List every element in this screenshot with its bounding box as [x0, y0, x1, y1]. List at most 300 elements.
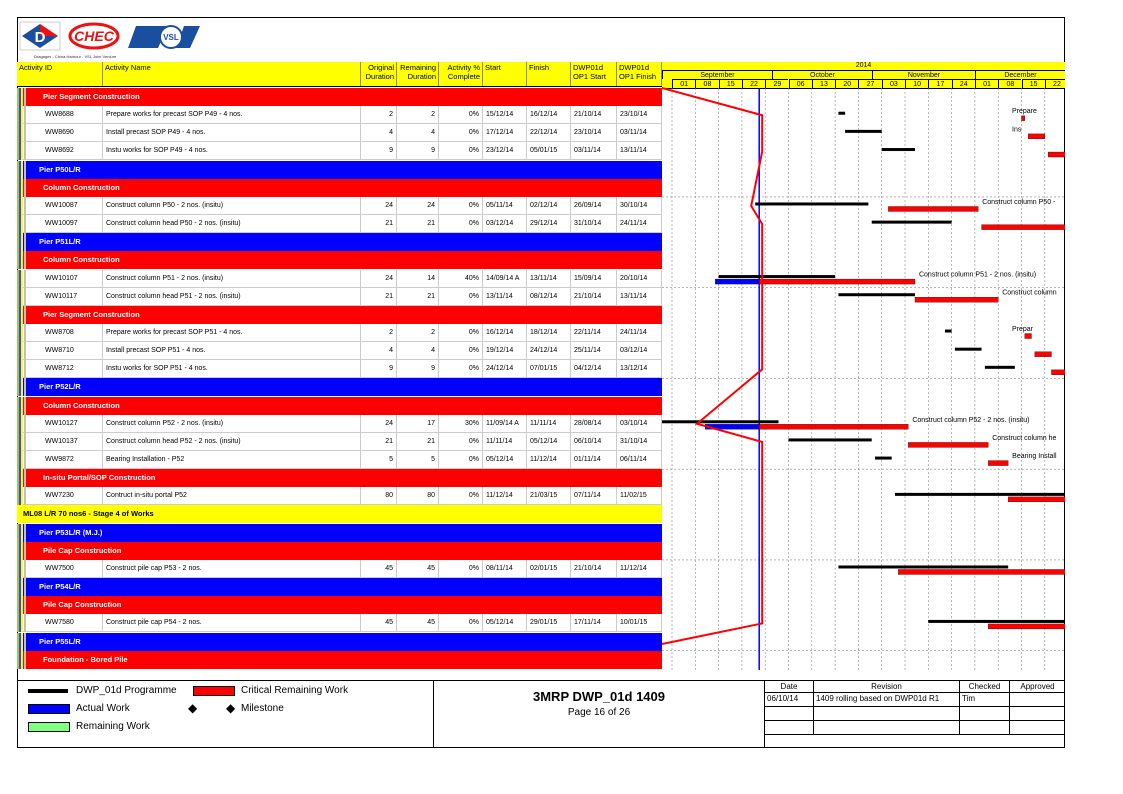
percent-complete-cell: 0%	[439, 451, 483, 469]
timescale-week: 29	[765, 79, 788, 88]
percent-complete-cell: 0%	[439, 342, 483, 360]
percent-complete-cell: 40%	[439, 270, 483, 288]
wbs-indent-bars	[17, 433, 27, 451]
finish-cell: 24/12/14	[527, 342, 571, 360]
table-row[interactable]	[17, 560, 662, 578]
start-cell: 05/11/14	[483, 197, 527, 215]
table-row[interactable]	[17, 142, 662, 160]
remaining-duration-cell: 21	[397, 215, 439, 233]
wbs-indent-bars	[17, 360, 27, 378]
critical-remaining-bar	[1035, 352, 1052, 357]
wbs-band-label: Pile Cap Construction	[43, 545, 122, 555]
critical-remaining-bar	[988, 461, 1008, 466]
original-duration-cell: 24	[361, 197, 397, 215]
legend	[17, 680, 434, 748]
op1-start-cell: 23/10/14	[571, 124, 617, 142]
table-row[interactable]	[17, 614, 662, 632]
start-cell: 23/12/14	[483, 142, 527, 160]
remaining-duration-cell: 21	[397, 288, 439, 306]
op1-finish-cell: 03/12/14	[617, 342, 662, 360]
op1-start-cell: 25/11/14	[571, 342, 617, 360]
finish-cell: 07/01/15	[527, 360, 571, 378]
wbs-band-stage[interactable]	[17, 505, 662, 523]
wbs-indent-bars	[17, 487, 27, 505]
critical-remaining-bar	[1051, 370, 1065, 375]
op1-finish-cell: 24/11/14	[617, 324, 662, 342]
legend-critical-label: Critical Remaining Work	[241, 685, 349, 696]
vsl-logo	[128, 26, 200, 48]
rev-header-revision: Revision	[814, 681, 960, 693]
op1-finish-cell: 13/11/14	[617, 142, 662, 160]
activity-id-cell: WW7230	[17, 487, 103, 505]
percent-complete-cell: 0%	[439, 360, 483, 378]
col-op1-start[interactable]: DWP01d OP1 Start	[571, 62, 617, 86]
activity-name-cell: Construct column head P50 - 2 nos. (insitu)	[103, 215, 361, 233]
original-duration-cell: 21	[361, 433, 397, 451]
wbs-band-work[interactable]	[17, 397, 662, 415]
wbs-band-label: Pier P54L/R	[39, 582, 81, 592]
table-row[interactable]	[17, 415, 662, 433]
legend-programme-swatch	[28, 689, 68, 693]
programme-bar	[945, 330, 952, 333]
activity-id-cell: WW9872	[17, 451, 103, 469]
table-row[interactable]	[17, 360, 662, 378]
original-duration-cell: 45	[361, 614, 397, 632]
bar-annotation: Prepar	[1012, 326, 1034, 334]
timescale-week: 24	[952, 79, 975, 88]
col-op1-finish[interactable]: DWP01d OP1 Finish	[617, 62, 662, 86]
finish-cell: 21/03/15	[527, 487, 571, 505]
op1-finish-cell: 13/11/14	[617, 288, 662, 306]
wbs-band-work[interactable]	[17, 179, 662, 197]
legend-remaining-swatch	[28, 722, 70, 732]
original-duration-cell: 2	[361, 324, 397, 342]
legend-critical-swatch	[193, 686, 235, 696]
remaining-duration-cell: 5	[397, 451, 439, 469]
bar-annotation: Construct column P51 - 2 nos. (insitu)	[918, 271, 1037, 279]
rev-empty-cell	[1010, 721, 1065, 735]
timescale-week: 13	[812, 79, 835, 88]
wbs-indent-bars	[17, 233, 27, 251]
col-percent-complete[interactable]: Activity % Complete	[439, 62, 483, 86]
start-cell: 19/12/14	[483, 342, 527, 360]
activity-id-cell: WW8708	[17, 324, 103, 342]
chec-logo	[70, 24, 118, 48]
wbs-band-label: Pier Segment Construction	[43, 309, 140, 319]
activity-name-cell: Construct pile cap P53 - 2 nos.	[103, 560, 361, 578]
legend-remaining-label: Remaining Work	[76, 721, 150, 732]
wbs-band-label: Pier P53L/R (M.J.)	[39, 527, 103, 537]
wbs-indent-bars	[17, 288, 27, 306]
remaining-duration-cell: 9	[397, 360, 439, 378]
bar-annotation: Construct column he	[992, 434, 1057, 442]
percent-complete-cell: 0%	[439, 614, 483, 632]
activity-id-cell: WW10107	[17, 270, 103, 288]
wbs-indent-bars	[17, 161, 27, 179]
wbs-indent-bars	[17, 342, 27, 360]
wbs-band-work[interactable]	[17, 251, 662, 269]
programme-bar	[882, 148, 915, 151]
programme-bar	[985, 366, 1015, 369]
critical-remaining-bar	[1028, 134, 1045, 139]
percent-complete-cell: 0%	[439, 142, 483, 160]
start-cell: 15/12/14	[483, 106, 527, 124]
wbs-indent-bars	[17, 251, 27, 269]
finish-cell: 05/12/14	[527, 433, 571, 451]
col-remaining-duration[interactable]: Remaining Duration	[397, 62, 439, 86]
table-header	[17, 62, 662, 87]
table-row[interactable]	[17, 106, 662, 124]
activity-id-cell: WW8712	[17, 360, 103, 378]
wbs-band-work[interactable]	[17, 542, 662, 560]
rev-header-checked: Checked	[960, 681, 1010, 693]
timescale-week: 27	[858, 79, 881, 88]
start-cell: 11/11/14	[483, 433, 527, 451]
wbs-band-pier[interactable]	[17, 233, 662, 251]
wbs-band-label: Pier P50L/R	[39, 164, 81, 174]
finish-cell: 29/12/14	[527, 215, 571, 233]
progress-line	[662, 88, 762, 644]
activity-table	[17, 62, 662, 670]
remaining-duration-cell: 2	[397, 324, 439, 342]
critical-remaining-bar	[1048, 152, 1065, 157]
finish-cell: 29/01/15	[527, 614, 571, 632]
programme-bar	[838, 112, 845, 115]
activity-id-cell: WW7500	[17, 560, 103, 578]
rev-empty-cell	[765, 707, 814, 721]
activity-id-cell: WW8710	[17, 342, 103, 360]
op1-start-cell: 07/11/14	[571, 487, 617, 505]
op1-start-cell: 01/11/14	[571, 451, 617, 469]
finish-cell: 08/12/14	[527, 288, 571, 306]
op1-finish-cell: 11/12/14	[617, 560, 662, 578]
op1-start-cell: 17/11/14	[571, 614, 617, 632]
start-cell: 14/09/14 A	[483, 270, 527, 288]
activity-name-cell: Contruct in-situ portal P52	[103, 487, 361, 505]
wbs-band-label: Column Construction	[43, 255, 120, 265]
programme-bar	[875, 457, 892, 460]
logo2-text: CHEC	[74, 28, 114, 44]
op1-start-cell: 31/10/14	[571, 215, 617, 233]
wbs-indent-bars	[17, 451, 27, 469]
legend-actual-label: Actual Work	[76, 703, 130, 714]
wbs-band-pier[interactable]	[17, 378, 662, 396]
wbs-indent-bars	[17, 596, 27, 614]
activity-name-cell: Install precast SOP P49 - 4 nos.	[103, 124, 361, 142]
finish-cell: 02/12/14	[527, 197, 571, 215]
wbs-band-label: Column Construction	[43, 182, 120, 192]
start-cell: 16/12/14	[483, 324, 527, 342]
logo1-text: D	[34, 29, 46, 46]
remaining-duration-cell: 14	[397, 270, 439, 288]
col-activity-name[interactable]: Activity Name	[103, 62, 361, 86]
percent-complete-cell: 0%	[439, 215, 483, 233]
op1-start-cell: 06/10/14	[571, 433, 617, 451]
op1-start-cell: 03/11/14	[571, 142, 617, 160]
finish-cell: 11/11/14	[527, 415, 571, 433]
critical-remaining-bar	[988, 624, 1065, 629]
table-row[interactable]	[17, 288, 662, 306]
milestone-icon: ◆	[188, 701, 198, 715]
wbs-band-work[interactable]	[17, 596, 662, 614]
op1-finish-cell: 03/10/14	[617, 415, 662, 433]
logo3-text: VSL	[163, 33, 179, 42]
wbs-band-label: ML08 L/R 70 nos6 - Stage 4 of Works	[23, 509, 154, 519]
table-row[interactable]	[17, 197, 662, 215]
rev-date: 06/10/14	[765, 693, 814, 707]
finish-cell: 18/12/14	[527, 324, 571, 342]
remaining-duration-cell: 45	[397, 614, 439, 632]
op1-finish-cell: 11/02/15	[617, 487, 662, 505]
critical-remaining-bar	[908, 442, 988, 447]
original-duration-cell: 21	[361, 288, 397, 306]
col-original-duration[interactable]: Original Duration	[361, 62, 397, 86]
remaining-duration-cell: 4	[397, 124, 439, 142]
op1-start-cell: 15/09/14	[571, 270, 617, 288]
op1-start-cell: 22/11/14	[571, 324, 617, 342]
original-duration-cell: 9	[361, 360, 397, 378]
timescale-month: October	[772, 70, 872, 79]
percent-complete-cell: 30%	[439, 415, 483, 433]
bar-annotation: Prepare	[1012, 108, 1037, 116]
timescale-week: 15	[1022, 79, 1045, 88]
wbs-indent-bars	[17, 524, 27, 542]
op1-start-cell: 26/09/14	[571, 197, 617, 215]
table-row[interactable]	[17, 124, 662, 142]
wbs-indent-bars	[17, 215, 27, 233]
rev-header-date: Date	[765, 681, 814, 693]
timescale-week: 22	[1045, 79, 1065, 88]
programme-bar	[955, 348, 982, 351]
table-row[interactable]	[17, 270, 662, 288]
rev-header-approved: Approved	[1010, 681, 1065, 693]
activity-name-cell: Construct column P52 - 2 nos. (insitu)	[103, 415, 361, 433]
table-row[interactable]	[17, 451, 662, 469]
rev-empty-cell	[814, 721, 960, 735]
timescale-month: September	[662, 70, 772, 79]
milestone-icon: ◆	[226, 701, 236, 715]
table-row[interactable]	[17, 433, 662, 451]
start-cell: 11/09/14 A	[483, 415, 527, 433]
activity-name-cell: Prepare works for precast SOP P49 - 4 nos.	[103, 106, 361, 124]
rev-empty-cell	[960, 707, 1010, 721]
wbs-indent-bars	[17, 88, 27, 106]
wbs-band-work[interactable]	[17, 88, 662, 106]
activity-name-cell: Instu works for SOP P51 - 4 nos.	[103, 360, 361, 378]
wbs-indent-bars	[17, 578, 27, 596]
programme-bar	[755, 202, 868, 205]
timescale-week: 10	[905, 79, 928, 88]
timescale-week: 08	[695, 79, 718, 88]
original-duration-cell: 4	[361, 124, 397, 142]
op1-finish-cell: 13/12/14	[617, 360, 662, 378]
critical-remaining-bar	[898, 569, 1065, 574]
wbs-band-label: Foundation - Bored Pile	[43, 654, 128, 664]
bar-annotation: Construct column P50 -	[982, 198, 1056, 206]
percent-complete-cell: 0%	[439, 288, 483, 306]
wbs-indent-bars	[17, 378, 27, 396]
activity-name-cell: Construct pile cap P54 - 2 nos.	[103, 614, 361, 632]
page-number: Page 16 of 26	[567, 707, 631, 718]
op1-start-cell: 21/10/14	[571, 106, 617, 124]
timescale-week: 15	[719, 79, 742, 88]
original-duration-cell: 5	[361, 451, 397, 469]
op1-start-cell: 28/08/14	[571, 415, 617, 433]
start-cell: 03/12/14	[483, 215, 527, 233]
wbs-band-work[interactable]	[17, 469, 662, 487]
start-cell: 05/12/14	[483, 451, 527, 469]
percent-complete-cell: 0%	[439, 197, 483, 215]
op1-finish-cell: 23/10/14	[617, 106, 662, 124]
remaining-duration-cell: 45	[397, 560, 439, 578]
gantt-bars	[662, 62, 1065, 670]
activity-name-cell: Construct column P51 - 2 nos. (insitu)	[103, 270, 361, 288]
percent-complete-cell: 0%	[439, 487, 483, 505]
wbs-indent-bars	[17, 469, 27, 487]
activity-id-cell: WW8692	[17, 142, 103, 160]
activity-name-cell: Bearing Installation - P52	[103, 451, 361, 469]
wbs-band-pier[interactable]	[17, 578, 662, 596]
legend-programme-label: DWP_01d Programme	[76, 685, 177, 696]
wbs-band-pier[interactable]	[17, 161, 662, 179]
programme-bar	[838, 565, 1008, 568]
title-block	[434, 680, 765, 748]
start-cell: 24/12/14	[483, 360, 527, 378]
wbs-band-label: In-situ Portal/SOP Construction	[43, 473, 156, 483]
col-activity-id[interactable]: Activity ID	[17, 62, 103, 86]
critical-remaining-bar	[1025, 334, 1032, 339]
timescale-week: 01	[975, 79, 998, 88]
programme-bar	[845, 130, 882, 133]
activity-id-cell: WW8688	[17, 106, 103, 124]
programme-bar	[789, 438, 872, 441]
critical-remaining-bar	[1022, 116, 1025, 121]
finish-cell: 05/01/15	[527, 142, 571, 160]
activity-id-cell: WW10117	[17, 288, 103, 306]
activity-id-cell: WW10087	[17, 197, 103, 215]
programme-bar	[928, 620, 1065, 623]
percent-complete-cell: 0%	[439, 433, 483, 451]
wbs-indent-bars	[17, 614, 27, 632]
wbs-band-pier[interactable]	[17, 524, 662, 542]
wbs-indent-bars	[17, 397, 27, 415]
percent-complete-cell: 0%	[439, 324, 483, 342]
wbs-band-work[interactable]	[17, 651, 662, 669]
timescale-month: December	[975, 70, 1065, 79]
col-finish[interactable]: Finish	[527, 62, 571, 86]
wbs-band-work[interactable]	[17, 306, 662, 324]
rev-approved	[1010, 693, 1065, 707]
wbs-indent-bars	[17, 306, 27, 324]
remaining-duration-cell: 21	[397, 433, 439, 451]
logo-subtitle: Dragages - China Harbour - VSL Joint Venture	[34, 54, 117, 59]
remaining-duration-cell: 17	[397, 415, 439, 433]
rev-empty-cell	[765, 721, 814, 735]
table-row[interactable]	[17, 487, 662, 505]
start-cell: 08/11/14	[483, 560, 527, 578]
wbs-indent-bars	[17, 270, 27, 288]
critical-remaining-bar	[759, 279, 915, 284]
original-duration-cell: 24	[361, 415, 397, 433]
activity-name-cell: Prepare works for precast SOP P51 - 4 nos.	[103, 324, 361, 342]
wbs-indent-bars	[17, 197, 27, 215]
op1-start-cell: 21/10/14	[571, 560, 617, 578]
timescale-week: 20	[835, 79, 858, 88]
wbs-indent-bars	[17, 415, 27, 433]
wbs-indent-bars	[17, 633, 27, 651]
table-row[interactable]	[17, 342, 662, 360]
activity-id-cell: WW10127	[17, 415, 103, 433]
percent-complete-cell: 0%	[439, 106, 483, 124]
start-cell: 13/11/14	[483, 288, 527, 306]
wbs-band-label: Column Construction	[43, 400, 120, 410]
activity-id-cell: WW10137	[17, 433, 103, 451]
op1-finish-cell: 06/11/14	[617, 451, 662, 469]
op1-start-cell: 04/12/14	[571, 360, 617, 378]
table-row[interactable]	[17, 215, 662, 233]
remaining-duration-cell: 9	[397, 142, 439, 160]
wbs-indent-bars	[17, 542, 27, 560]
wbs-indent-bars	[17, 651, 27, 669]
op1-finish-cell: 24/11/14	[617, 215, 662, 233]
rev-empty-cell	[960, 721, 1010, 735]
remaining-duration-cell: 2	[397, 106, 439, 124]
programme-bar	[895, 493, 1065, 496]
wbs-band-label: Pile Cap Construction	[43, 600, 122, 610]
wbs-band-label: Pier P52L/R	[39, 382, 81, 392]
table-row[interactable]	[17, 324, 662, 342]
percent-complete-cell: 0%	[439, 560, 483, 578]
revision-table	[765, 680, 1065, 748]
company-logos	[18, 20, 218, 62]
rev-empty-cell	[814, 707, 960, 721]
wbs-indent-bars	[17, 142, 27, 160]
programme-bar	[719, 275, 836, 278]
timescale-week: 03	[882, 79, 905, 88]
programme-bar	[872, 221, 952, 224]
original-duration-cell: 4	[361, 342, 397, 360]
legend-actual-swatch	[28, 704, 70, 714]
bar-annotation: Ins	[1012, 126, 1022, 134]
original-duration-cell: 9	[361, 142, 397, 160]
start-cell: 05/12/14	[483, 614, 527, 632]
activity-id-cell: WW10097	[17, 215, 103, 233]
wbs-band-label: Pier Segment Construction	[43, 92, 140, 101]
original-duration-cell: 80	[361, 487, 397, 505]
remaining-duration-cell: 24	[397, 197, 439, 215]
col-start[interactable]: Start	[483, 62, 527, 86]
rev-description: 1409 rolling based on DWP01d R1	[814, 693, 960, 707]
wbs-indent-bars	[17, 124, 27, 142]
op1-finish-cell: 30/10/14	[617, 197, 662, 215]
wbs-indent-bars	[17, 560, 27, 578]
timescale-week: 17	[928, 79, 951, 88]
activity-name-cell: Install precast SOP P51 - 4 nos.	[103, 342, 361, 360]
bar-annotation: Construct column	[1002, 289, 1057, 297]
wbs-band-pier[interactable]	[17, 633, 662, 651]
wbs-band-label: Pier P51L/R	[39, 237, 81, 247]
programme-bar	[838, 293, 915, 296]
timescale-week: 01	[672, 79, 695, 88]
finish-cell: 22/12/14	[527, 124, 571, 142]
document-title: 3MRP DWP_01d 1409	[533, 689, 665, 704]
op1-finish-cell: 03/11/14	[617, 124, 662, 142]
op1-start-cell: 21/10/14	[571, 288, 617, 306]
bar-annotation: Construct column P52 - 2 nos. (insitu)	[912, 416, 1030, 424]
critical-remaining-bar	[1008, 497, 1065, 502]
dragages-logo	[20, 22, 60, 50]
timescale-week: 22	[742, 79, 765, 88]
